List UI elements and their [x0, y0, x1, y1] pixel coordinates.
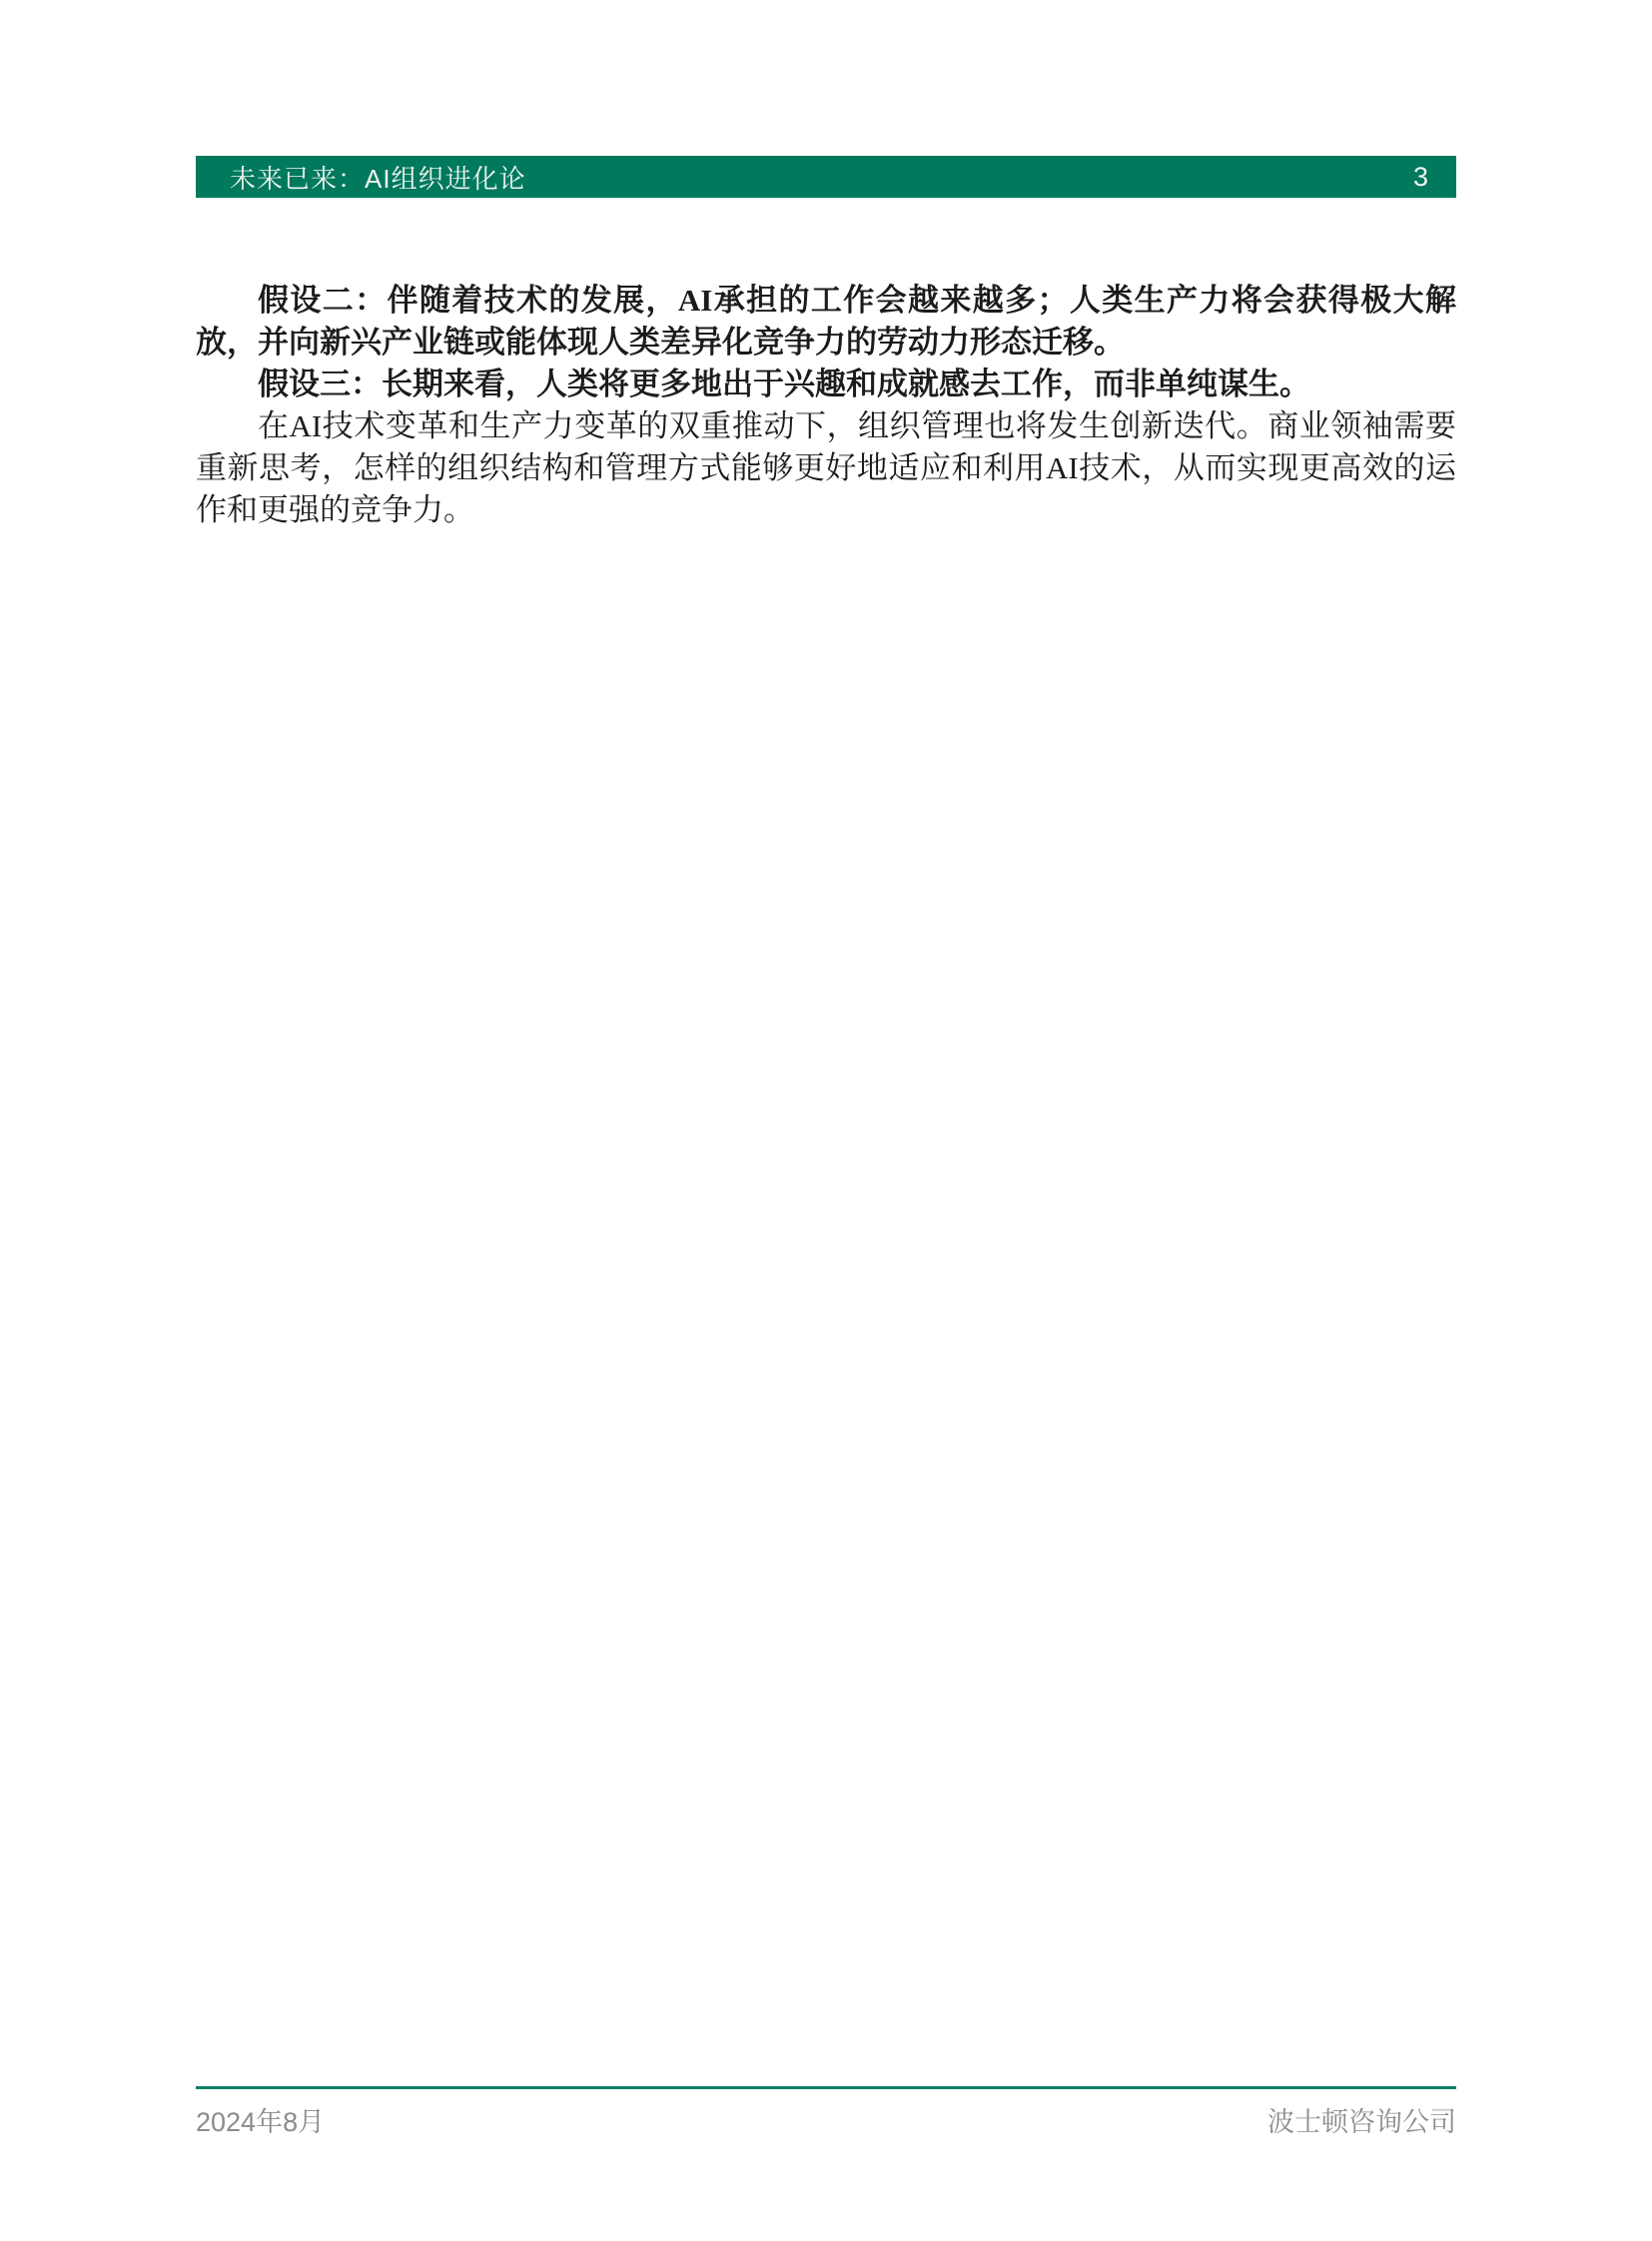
body-text — [196, 280, 1456, 531]
page-header-bar — [196, 156, 1456, 198]
page-footer — [196, 2086, 1456, 2139]
paragraph-conclusion-text: 在AI技术变革和生产力变革的双重推动下，组织管理也将发生创新迭代。商业领袖需要重新思考，怎样的组织结构和管理方式能够更好地适应和利用AI技术，从而实现更高效的运作和更强的竞争力。 — [196, 408, 1456, 527]
paragraph-hypothesis-2-text: 伴随着技术的发展，AI承担的工作会越来越多；人类生产力将会获得极大解放，并向新兴产业链或能体现人类差异化竞争力的劳动力形态迁移。 — [196, 283, 1457, 360]
paragraph-hypothesis-3 — [196, 364, 1456, 405]
page-title: 未来已来：AI组织进化论 — [230, 163, 526, 194]
paragraph-hypothesis-3-label: 假设三： — [258, 367, 382, 401]
footer-company: 波士顿咨询公司 — [1267, 2107, 1456, 2137]
paragraph-hypothesis-2 — [196, 280, 1456, 364]
paragraph-hypothesis-2-label: 假设二： — [258, 283, 388, 318]
footer-date: 2024年8月 — [196, 2107, 326, 2137]
page-number: 3 — [1412, 161, 1428, 192]
paragraph-conclusion — [196, 405, 1456, 531]
paragraph-hypothesis-3-text: 长期来看，人类将更多地出于兴趣和成就感去工作，而非单纯谋生。 — [382, 367, 1310, 401]
